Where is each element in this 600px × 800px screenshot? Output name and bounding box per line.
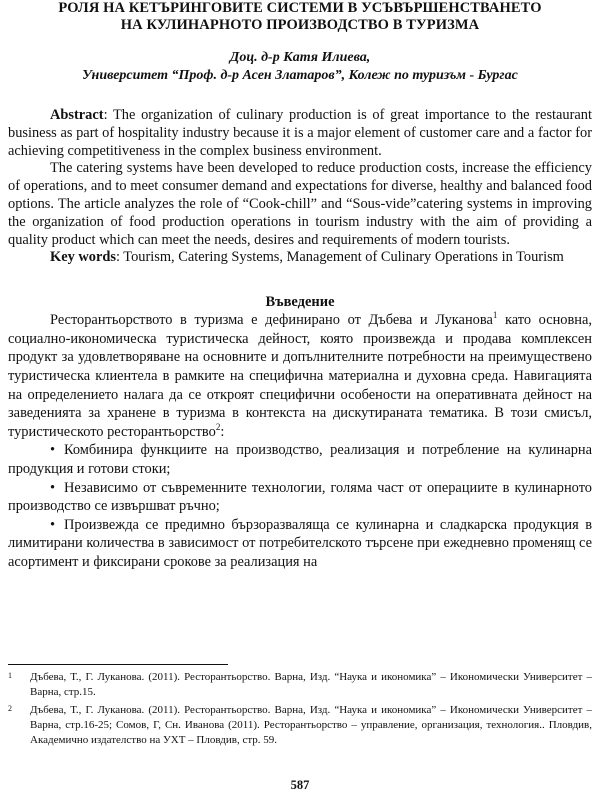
author-affiliation: Университет “Проф. д-р Асен Златаров”, Колеж по туризъм - Бургас [82,68,518,83]
abstract-paragraph-2: The catering systems have been developed to reduce production costs, increase the efficiency of operations, and to meet consumer demand and expectations for diverse, healthy and balanced food options. The article analyzes the role of “Cook-chill” and “Sous-vide”catering systems in improving the organization of food production operations in tourism industry with the aim of providing a quality product which can meet the needs, desires and requirements of modern tourists. [8,160,592,248]
footnote-2 [8,703,592,748]
bullet-item-1 [8,441,592,478]
author-block [8,49,592,85]
bullet-item-2 [8,479,592,516]
bullet-text-3: Произвежда се предимно бързоразваляща се кулинарна и сладкарска продукция в лимитирани количества в зависимост от потребителското търсене при ежедневно променящ се асортимент и фиксирани срокове за реализация на [8,516,592,570]
intro-paragraph-1 [8,311,592,441]
introduction-body [8,311,592,571]
bullet-text-1: Комбинира функциите на производство, реализация и потребление на кулинарна продукция и готови стоки; [8,442,592,477]
intro-text-c: : [220,423,225,440]
bullet-text-2: Независимо от съвременните технологии, голяма част от операциите в кулинарното производство се извършват ръчно; [8,479,592,515]
page-number: 587 [290,778,310,792]
keywords-label: Key words [50,249,116,266]
intro-text-b: като основна, социално-икономическа туристическа дейност, която произвежда и продава комплексен продукт за удовлетворяване на основните и допълнителните потребности на преимуществено туристическа клиентела в рамките на специфична материална и духовна среда. Навигацията на определението налага да се откроят специфични особености на оперативната дейност на заведенията за хранене в туризма в контекста на дискутираната тематика. В този смисъл, туристическото ресторантьорство [8,312,592,440]
bullet-icon: • [50,442,56,459]
intro-text-a: Ресторантьорството в туризма е дефинирано от Дъбева и Луканова [50,312,493,329]
abstract-text-1: : The organization of culinary production is of great importance to the restaurant business as part of hospitality industry because it is a major element of customer care and a factor for achieving competitiveness in the complex business environment. [8,107,592,159]
paper-title [8,0,592,34]
title-line-2: НА КУЛИНАРНОТО ПРОИЗВОДСТВО В ТУРИЗМА [120,17,480,33]
section-heading-introduction: Въведение [265,294,335,311]
footnote-text-1: Дъбева, Т., Г. Луканова. (2011). Ресторантьорство. Варна, Изд. “Наука и икономика” – Икономически Университет – Варна, стр.15. [30,671,592,698]
keywords-text: : Tourism, Catering Systems, Management of Culinary Operations in Tourism [115,249,564,266]
bullet-icon: • [50,516,56,533]
footnote-ref-1: 1 [492,310,498,321]
footnote-mark-1: 1 [8,671,12,680]
abstract-paragraph-1 [8,107,592,160]
footnote-text-2: Дъбева, Т., Г. Луканова. (2011). Ресторантьорство. Варна, Изд. “Наука и икономика” – Икономически Университет – Варна, стр.16-25; Сомов, Г, Сн. Иванова (2011). Ресторантьорство – управление, организация, технология.. Пловдив, Академично издателство на УХТ – Пловдив, стр. 59. [30,704,592,746]
footnote-mark-2: 2 [8,704,12,713]
abstract-label: Abstract [50,107,104,123]
bullet-item-3 [8,516,592,572]
keywords-paragraph [8,249,592,267]
title-line-1: РОЛЯ НА КЕТЪРИНГОВИТЕ СИСТЕМИ В УСЪВЪРШЕНСТВАНЕТО [58,0,542,16]
author-name: Доц. д-р Катя Илиева, [229,50,371,65]
footnotes [8,670,592,751]
footnote-ref-2: 2 [215,421,221,432]
footnote-1 [8,670,592,700]
footnote-divider [8,664,228,665]
bullet-icon: • [50,479,56,496]
